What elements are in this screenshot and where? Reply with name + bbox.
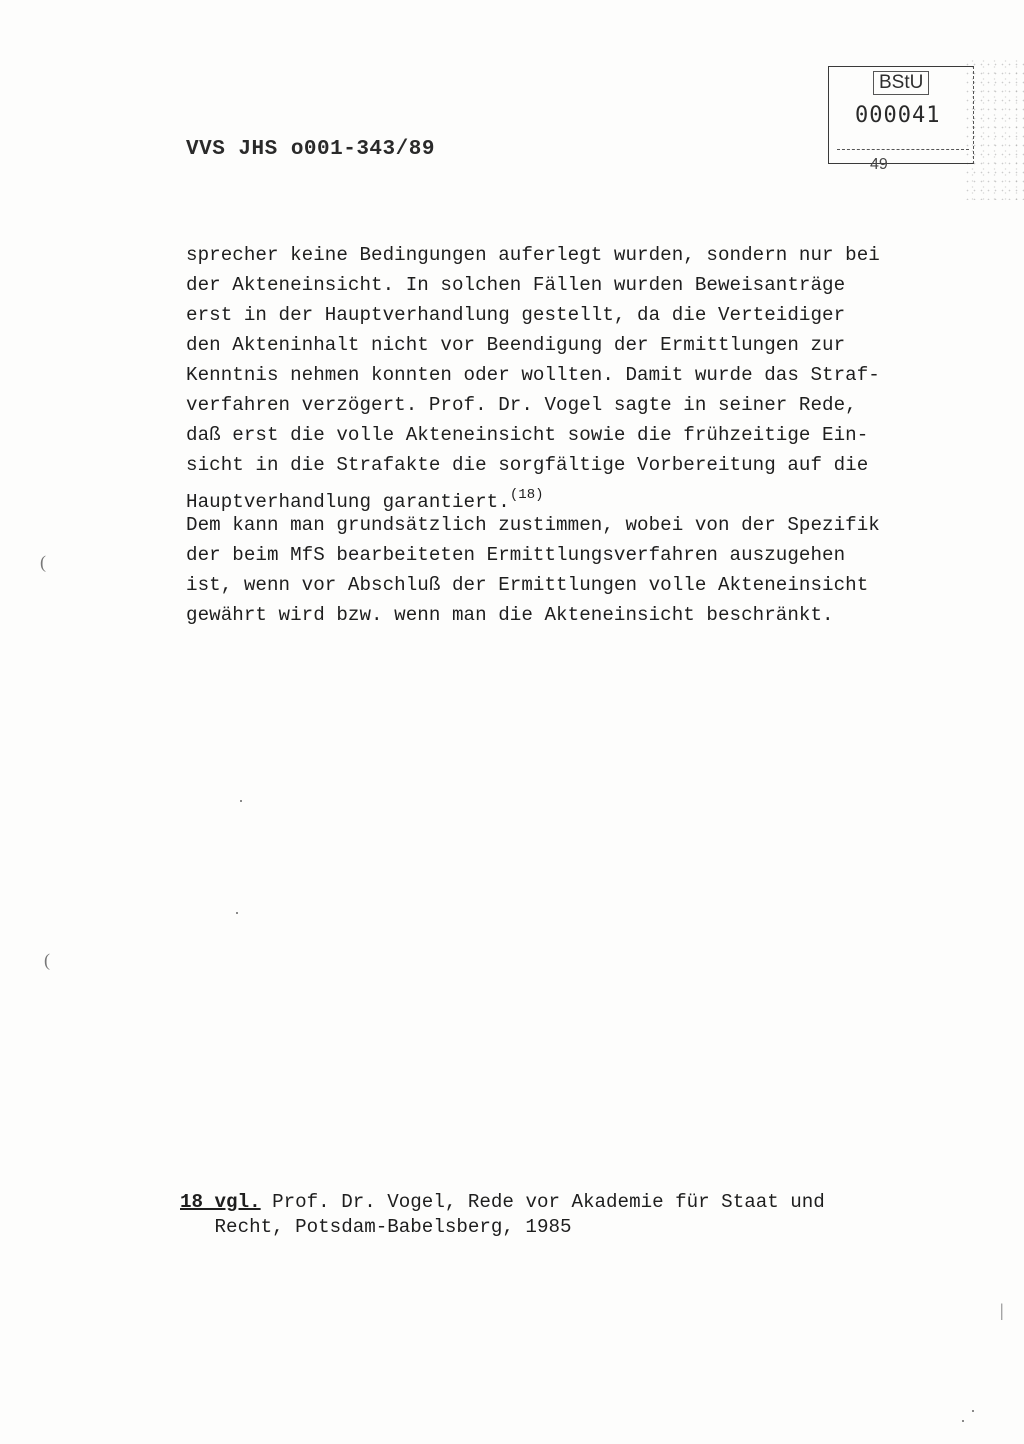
text-line: daß erst die volle Akteneinsicht sowie die frühzeitige Ein- [186, 424, 869, 446]
text-line: der beim MfS bearbeiteten Ermittlungsverfahren auszugehen [186, 544, 846, 566]
scan-speck [972, 1410, 974, 1412]
footnote [180, 1190, 880, 1240]
page-number: 49 [870, 156, 888, 173]
text-line: den Akteninhalt nicht vor Beendigung der Ermittlungen zur [186, 334, 846, 356]
text-line: ist, wenn vor Abschluß der Ermittlungen volle Akteneinsicht [186, 574, 869, 596]
text-line: sicht in die Strafakte die sorgfältige Vorbereitung auf die [186, 454, 869, 476]
text-line: erst in der Hauptverhandlung gestellt, da die Verteidiger [186, 304, 846, 326]
text-line: Kenntnis nehmen konnten oder wollten. Damit wurde das Straf- [186, 364, 880, 386]
footnote-marker: 18 vgl. [180, 1191, 261, 1213]
scan-speck [240, 800, 242, 802]
text-line: verfahren verzögert. Prof. Dr. Vogel sagte in seiner Rede, [186, 394, 857, 416]
body-text [186, 240, 926, 630]
scan-speck [236, 912, 238, 914]
margin-artifact: ( [40, 552, 46, 572]
document-reference: VVS JHS o001-343/89 [186, 138, 435, 161]
text-line [186, 480, 926, 513]
stamp-divider [837, 149, 969, 150]
footnote-text: Prof. Dr. Vogel, Rede vor Akademie für Staat und [260, 1191, 825, 1213]
footnote-line: Recht, Potsdam-Babelsberg, 1985 [180, 1216, 572, 1238]
archive-stamp [828, 66, 974, 164]
footnote-reference: (18) [509, 487, 544, 503]
stamp-label: BStU [873, 71, 929, 95]
text-line: gewährt wird bzw. wenn man die Akteneinsicht beschränkt. [186, 604, 834, 626]
footnote-line [180, 1190, 880, 1215]
text-line-content: Hauptverhandlung garantiert. [186, 491, 510, 513]
text-line: der Akteneinsicht. In solchen Fällen wurden Beweisanträge [186, 274, 846, 296]
text-line: sprecher keine Bedingungen auferlegt wurden, sondern nur bei [186, 244, 880, 266]
margin-artifact: ( [44, 950, 50, 970]
scan-speck [962, 1420, 964, 1422]
margin-artifact: | [1000, 1300, 1004, 1320]
stamp-number: 000041 [855, 103, 941, 128]
text-line: Dem kann man grundsätzlich zustimmen, wobei von der Spezifik [186, 514, 880, 536]
